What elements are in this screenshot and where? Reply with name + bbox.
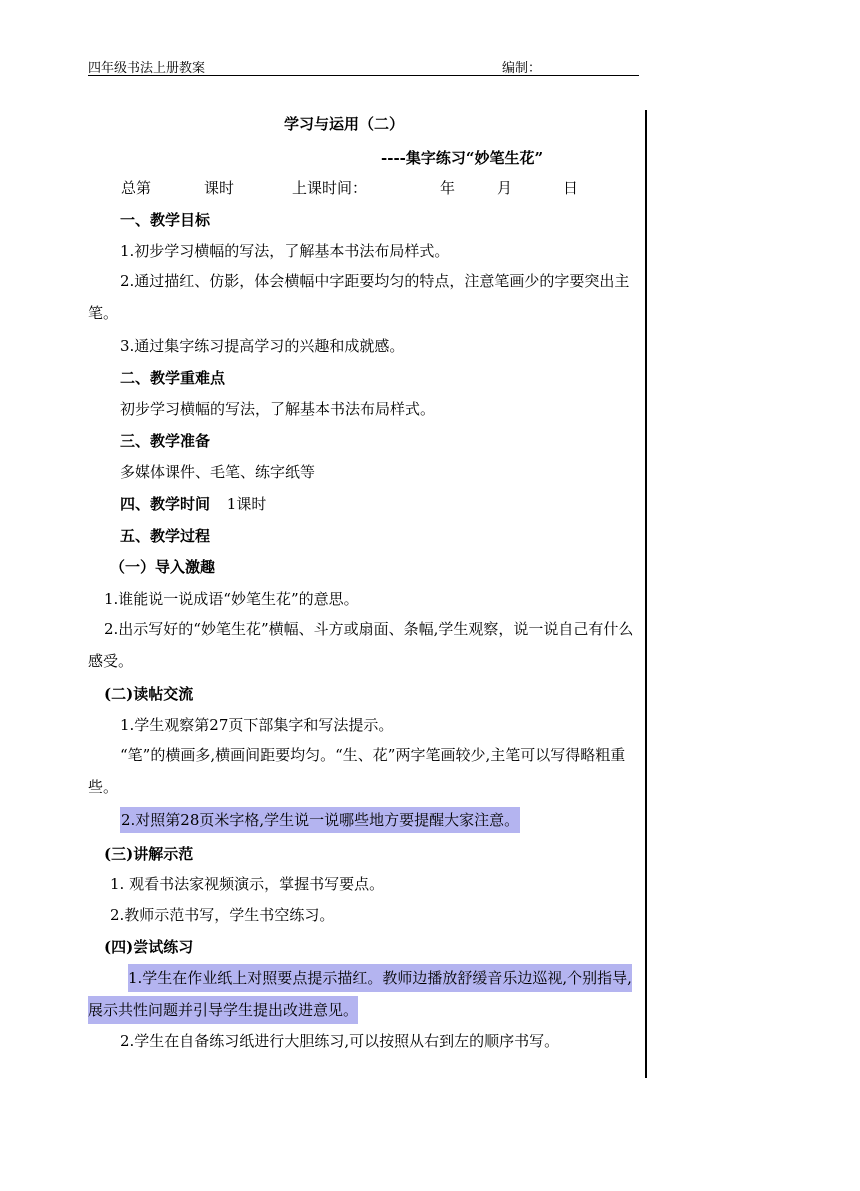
paragraph: 1.学生观察第27页下部集字和写法提示。 [120,716,394,734]
doc-subtitle: ----集字练习“妙笔生花” [381,149,544,167]
paragraph: 初步学习横幅的写法，了解基本书法布局样式。 [120,400,436,418]
subsection-heading: (三)讲解示范 [104,845,194,863]
doc-title: 学习与运用（二） [284,115,405,133]
schedule-row [88,178,640,198]
paragraph: 多媒体课件、毛笔、练字纸等 [120,463,316,481]
paragraph: 2.出示写好的“妙笔生花”横幅、斗方或扇面、条幅,学生观察，说一说自己有什么感受。 [88,620,634,670]
highlighted-paragraph [120,810,520,830]
page-header [88,55,639,76]
schedule-total: 总第 [121,179,152,197]
paragraph: 2.通过描红、仿影，体会横幅中字距要均匀的特点，注意笔画少的字要突出主笔。 [88,272,630,322]
section-heading: 一、教学目标 [120,211,211,229]
subsection-heading: (二)读帖交流 [104,685,194,703]
paragraph: 1.谁能说一说成语“妙笔生花”的意思。 [104,590,359,608]
schedule-day: 日 [563,179,579,197]
highlighted-paragraph [88,963,640,1026]
schedule-lesson: 课时 [204,179,235,197]
subsection-heading: （一）导入激趣 [110,558,216,576]
schedule-month: 月 [497,179,513,197]
section-heading: 四、教学时间 [120,495,211,513]
paragraph: 1. 观看书法家视频演示，掌握书写要点。 [110,875,385,893]
schedule-year: 年 [440,179,456,197]
section-row [120,494,266,514]
paragraph: 1.初步学习横幅的写法，了解基本书法布局样式。 [120,242,450,260]
section-heading: 五、教学过程 [120,527,211,545]
paragraph: 2.学生在自备练习纸进行大胆练习,可以按照从右到左的顺序书写。 [120,1032,560,1050]
header-title: 四年级书法上册教案 [88,61,206,76]
header-editor: 编制： [502,61,542,76]
vertical-rule [645,110,647,1078]
paragraph: 2.教师示范书写，学生书空练习。 [110,906,335,924]
section-heading: 二、教学重难点 [120,369,226,387]
subsection-heading: (四)尝试练习 [104,938,194,956]
paragraph: 3.通过集字练习提高学习的兴趣和成就感。 [120,337,405,355]
lesson-duration: 1课时 [226,495,267,513]
highlight: 2.对照第28页米字格,学生说一说哪些地方要提醒大家注意。 [120,807,520,833]
section-heading: 三、教学准备 [120,432,211,450]
schedule-time: 上课时间： [292,179,368,197]
paragraph: “笔”的横画多,横画间距要均匀。“生、花”两字笔画较少,主笔可以写得略粗重些。 [88,746,626,796]
highlight: 1.学生在作业纸上对照要点提示描红。教师边播放舒缓音乐边巡视,个别指导,展示共性问题并引导学生提出改进意见。 [88,964,632,1024]
